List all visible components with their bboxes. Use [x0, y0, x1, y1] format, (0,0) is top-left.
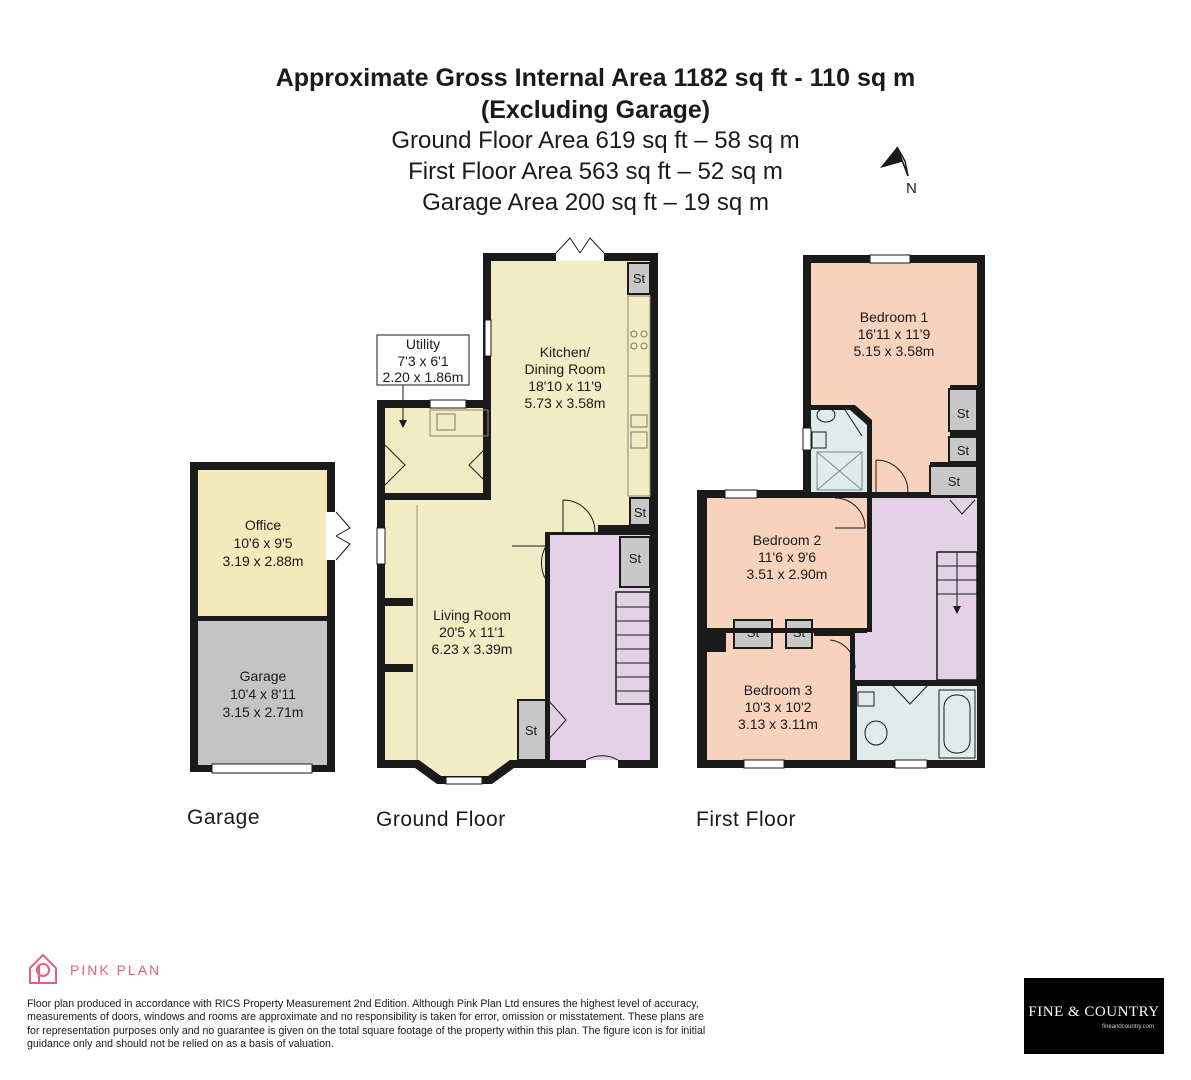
kitchen-name-line2: Dining Room	[524, 361, 606, 377]
bedroom3-imperial: 10'3 x 10'2	[744, 699, 812, 715]
garage-name: Garage	[239, 668, 287, 684]
storage-label: St	[947, 474, 961, 489]
storage-label: St	[792, 625, 806, 640]
bedroom2-name: Bedroom 2	[752, 532, 822, 548]
garage-floor-label: Garage	[187, 806, 261, 829]
bedroom1-imperial: 16'11 x 11'9	[857, 326, 931, 342]
area-subtitle: (Excluding Garage)	[480, 96, 711, 124]
utility-imperial: 7'3 x 6'1	[397, 353, 449, 369]
living-metric: 6.23 x 3.39m	[431, 641, 513, 657]
ensuite	[811, 410, 867, 492]
utility-metric: 2.20 x 1.86m	[382, 369, 464, 385]
kitchen-metric: 5.73 x 3.58m	[524, 395, 606, 411]
ground-floor-area: Ground Floor Area 619 sq ft – 58 sq m	[391, 127, 800, 154]
fine-country-logo	[1024, 978, 1164, 1054]
office-imperial: 10'6 x 9'5	[233, 535, 293, 551]
ground-floor-plan	[377, 238, 658, 784]
storage-label: St	[628, 551, 642, 566]
kitchen-imperial: 18'10 x 11'9	[528, 378, 602, 394]
bedroom3-name: Bedroom 3	[743, 682, 813, 698]
storage-label: St	[524, 723, 538, 738]
storage-label: St	[956, 443, 970, 458]
ground-floor-label: Ground Floor	[376, 808, 506, 831]
pink-plan-brand: PINK PLAN	[70, 962, 162, 978]
bedroom1-metric: 5.15 x 3.58m	[853, 343, 935, 359]
first-floor-plan	[697, 255, 985, 768]
kitchen-name-line1: Kitchen/	[539, 344, 591, 360]
storage-label: St	[632, 271, 646, 286]
first-floor-label: First Floor	[696, 808, 796, 831]
bedroom2-imperial: 11'6 x 9'6	[757, 549, 817, 565]
office-metric: 3.19 x 2.88m	[222, 553, 304, 569]
living-name: Living Room	[433, 607, 511, 623]
landing	[855, 498, 977, 680]
garage-building	[190, 462, 350, 773]
bedroom3-metric: 3.13 x 3.11m	[738, 716, 818, 732]
garage-area: Garage Area 200 sq ft – 19 sq m	[422, 189, 769, 216]
compass-icon	[880, 147, 917, 197]
storage-label: St	[746, 625, 760, 640]
fine-country-logo-site: fineandcountry.com	[1102, 1024, 1154, 1030]
living-imperial: 20'5 x 11'1	[439, 624, 505, 640]
pink-plan-logo-icon	[30, 955, 56, 983]
utility-name: Utility	[405, 336, 441, 352]
storage-label: St	[956, 406, 970, 421]
area-title: Approximate Gross Internal Area 1182 sq ft - 110 sq m	[275, 64, 916, 92]
disclaimer-text: Floor plan produced in accordance with RICS Property Measurement 2nd Edition. Although Pink Plan Ltd ensures the highest level of accuracy, measurements of doors, windows and rooms are approximate and no responsibility is taken for error, omission or misstatement. These plans are for representation purposes only and no guarantee is given on the total square footage of the property within this plan. The figure icon is for initial guidance only and should not be relied on as a basis of valuation.	[27, 998, 706, 1051]
storage-label: St	[633, 505, 647, 520]
garage-metric: 3.15 x 2.71m	[222, 704, 304, 720]
fine-country-logo-name: FINE & COUNTRY	[1028, 1004, 1160, 1020]
garage-imperial: 10'4 x 8'11	[230, 686, 296, 702]
bedroom2-metric: 3.51 x 2.90m	[746, 566, 828, 582]
bedroom1-name: Bedroom 1	[859, 309, 929, 325]
office-name: Office	[244, 517, 282, 533]
first-floor-area: First Floor Area 563 sq ft – 52 sq m	[408, 158, 783, 185]
compass-label: N	[906, 180, 917, 197]
